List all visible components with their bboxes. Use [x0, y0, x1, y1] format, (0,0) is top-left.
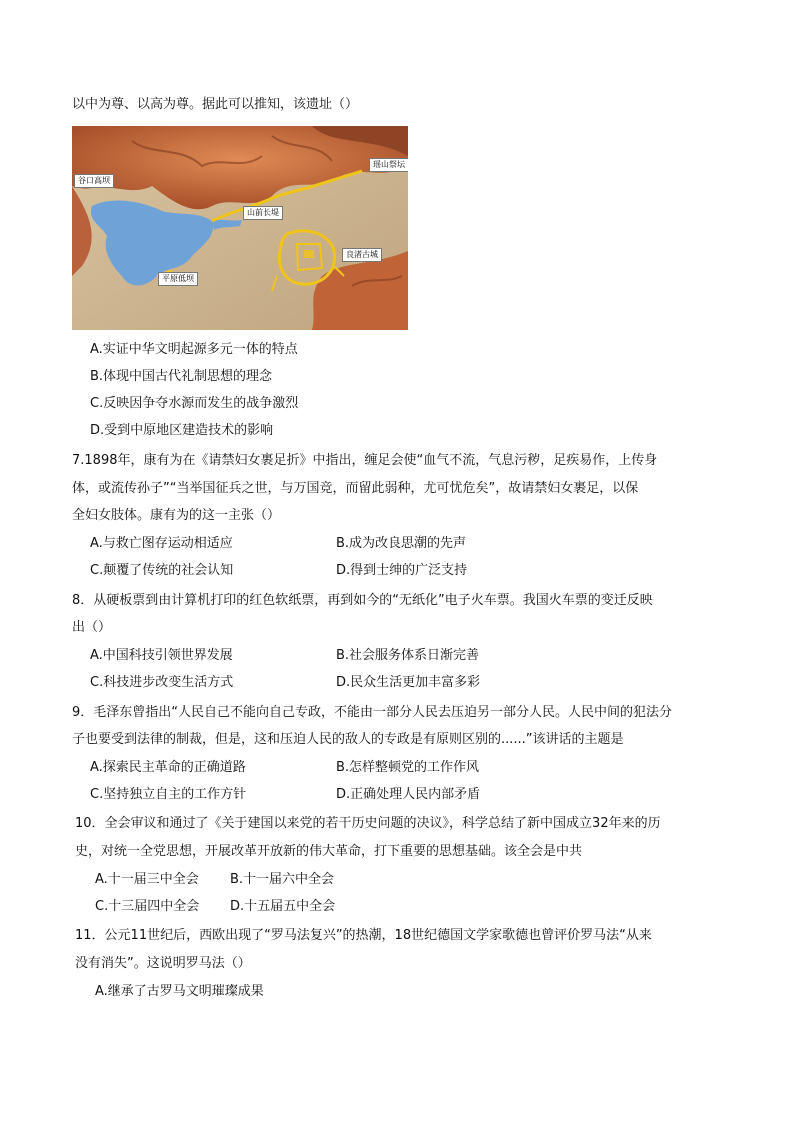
label-liangzhu-city: 良渚古城	[342, 248, 382, 262]
q7-stem-line2: 体，或流传孙子”“当举国征兵之世，与万国竞，而留此弱种，尤可忧危矣”，故请禁妇女裹足，以保	[72, 481, 639, 496]
q7-option-a[interactable]: A.与救亡图存运动相适应	[90, 536, 233, 551]
q8-stem-line1: 8．从硬板票到由计算机打印的红色软纸票，再到如今的“无纸化”电子火车票。我国火车票的变迁反映	[72, 593, 653, 608]
q7-option-d[interactable]: D.得到士绅的广泛支持	[336, 563, 468, 578]
q10-option-b[interactable]: B.十一届六中全会	[230, 872, 335, 887]
label-shanqian-dike: 山前长堤	[243, 206, 283, 220]
q7-stem-line1: 7.1898年，康有为在《请禁妇女裹足折》中指出，缠足会使“血气不流，气息污秽，足疾易作，上传身	[72, 453, 658, 468]
q7-stem-line3: 全妇女肢体。康有为的这一主张（）	[72, 508, 281, 523]
q6-option-a[interactable]: A.实证中华文明起源多元一体的特点	[90, 342, 298, 357]
q8-stem-line2: 出（）	[72, 620, 112, 635]
q11-stem-line1: 11．公元11世纪后，西欧出现了“罗马法复兴”的热潮，18世纪德国文学家歌德也曾评价罗马法“从来	[75, 928, 652, 943]
q11-stem-line2: 没有消失”。这说明罗马法（）	[75, 956, 251, 971]
q8-option-d[interactable]: D.民众生活更加丰富多彩	[336, 675, 481, 690]
q8-option-c[interactable]: C.科技进步改变生活方式	[90, 675, 234, 690]
q7-option-c[interactable]: C.颠覆了传统的社会认知	[90, 563, 234, 578]
q8-option-a[interactable]: A.中国科技引领世界发展	[90, 648, 233, 663]
q6-option-d[interactable]: D.受到中原地区建造技术的影响	[90, 423, 274, 438]
label-gukou-dam: 谷口高坝	[74, 174, 114, 188]
q11-option-a[interactable]: A.继承了古罗马文明璀璨成果	[95, 984, 264, 999]
label-yaoshan-altar: 瑶山祭坛	[369, 158, 408, 172]
q10-option-d[interactable]: D.十五届五中全会	[230, 899, 336, 914]
label-pingyuan-dam: 平原低坝	[158, 272, 198, 286]
q10-stem-line2: 史，对统一全党思想，开展改革开放新的伟大革命，打下重要的思想基础。该全会是中共	[75, 844, 583, 859]
q9-option-c[interactable]: C.坚持独立自主的工作方针	[90, 787, 247, 802]
q6-option-b[interactable]: B.体现中国古代礼制思想的理念	[90, 369, 273, 384]
q9-stem-line1: 9．毛泽东曾指出“人民自己不能向自己专政，不能由一部分人民去压迫另一部分人民。人民中间的犯法分	[72, 705, 673, 720]
q7-option-b[interactable]: B.成为改良思潮的先声	[336, 536, 467, 551]
q10-stem-line1: 10．全会审议和通过了《关于建国以来党的若干历史问题的决议》，科学总结了新中国成立32年来的历	[75, 816, 661, 831]
map-terrain	[72, 126, 408, 330]
q6-option-c[interactable]: C.反映因争夺水源而发生的战争激烈	[90, 396, 299, 411]
q8-option-b[interactable]: B.社会服务体系日渐完善	[336, 648, 480, 663]
q9-option-a[interactable]: A.探索民主革命的正确道路	[90, 760, 246, 775]
question-stem: 以中为尊、以高为尊。据此可以推知，该遗址（）	[72, 97, 359, 112]
q9-option-b[interactable]: B.怎样整顿党的工作作风	[336, 760, 480, 775]
q10-option-c[interactable]: C.十三届四中全会	[95, 899, 200, 914]
q9-option-d[interactable]: D.正确处理人民内部矛盾	[336, 787, 481, 802]
liangzhu-site-map	[72, 126, 408, 330]
q9-stem-line2: 子也要受到法律的制裁，但是，这和压迫人民的敌人的专政是有原则区别的......”该讲话的主题是	[72, 732, 624, 747]
q10-option-a[interactable]: A.十一届三中全会	[95, 872, 199, 887]
